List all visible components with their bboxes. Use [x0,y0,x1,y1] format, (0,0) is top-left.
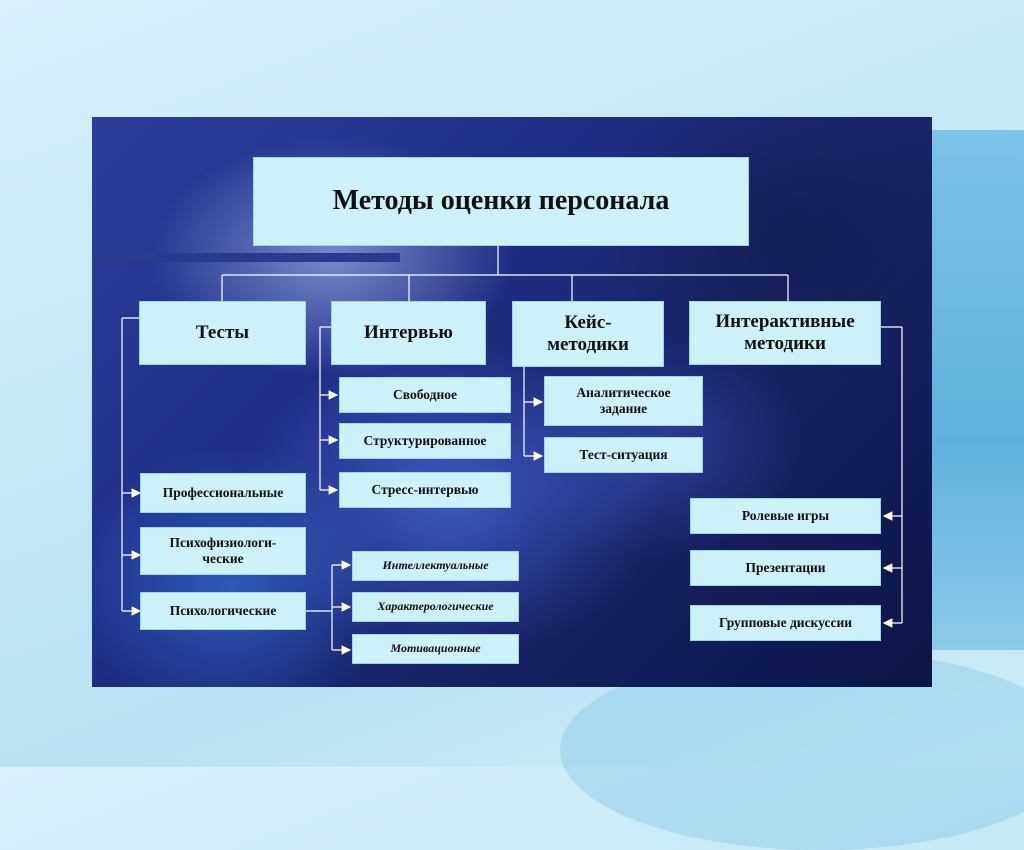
category-interactive-line1: Интерактивные [715,311,855,333]
interview-free-label: Свободное [393,387,457,403]
interview-free [339,377,511,413]
test-psycho-line1: Психофизиологи- [169,535,277,551]
case-test-situation-label: Тест-ситуация [579,447,668,463]
case-analytic-task [544,376,703,426]
interactive-role-games [690,498,881,534]
test-psychophysiological [140,527,306,575]
category-interview-label: Интервью [364,322,453,344]
category-case-line1: Кейс- [564,312,612,334]
interview-stress-label: Стресс-интервью [371,482,479,498]
interactive-group-discussions-label: Групповые дискуссии [718,615,853,631]
category-interactive-methods [689,301,881,365]
test-professional [140,473,306,513]
slide [92,117,932,687]
test-psychological-label: Психологические [169,603,277,619]
diagram-title-text: Методы оценки персонала [332,185,670,217]
test-psychological [140,592,306,630]
interactive-group-discussions [690,605,881,641]
interview-structured [339,423,511,459]
test-professional-label: Профессиональные [162,485,284,501]
interactive-presentations-label: Презентации [745,560,826,576]
diagram-title [253,157,749,246]
category-tests-label: Тесты [195,322,250,344]
psych-intellectual [352,551,519,581]
category-interactive-line2: методики [744,333,826,354]
psych-motivational-label: Мотивационные [390,641,481,656]
case-analytic-line1: Аналитическое [576,385,671,401]
psych-motivational [352,634,519,664]
interactive-presentations [690,550,881,586]
psych-intellectual-label: Интеллектуальные [382,558,489,573]
interview-stress [339,472,511,508]
category-tests [139,301,306,365]
case-analytic-line2: задание [599,401,648,416]
interview-structured-label: Структурированное [363,433,487,449]
category-interview [331,301,486,365]
category-case-methods [512,301,664,367]
psych-characterological-label: Характерологические [377,599,494,614]
psych-characterological [352,592,519,622]
test-psycho-line2: ческие [202,551,244,566]
interactive-role-games-label: Ролевые игры [741,508,830,524]
case-test-situation [544,437,703,473]
category-case-line2: методики [547,334,629,355]
